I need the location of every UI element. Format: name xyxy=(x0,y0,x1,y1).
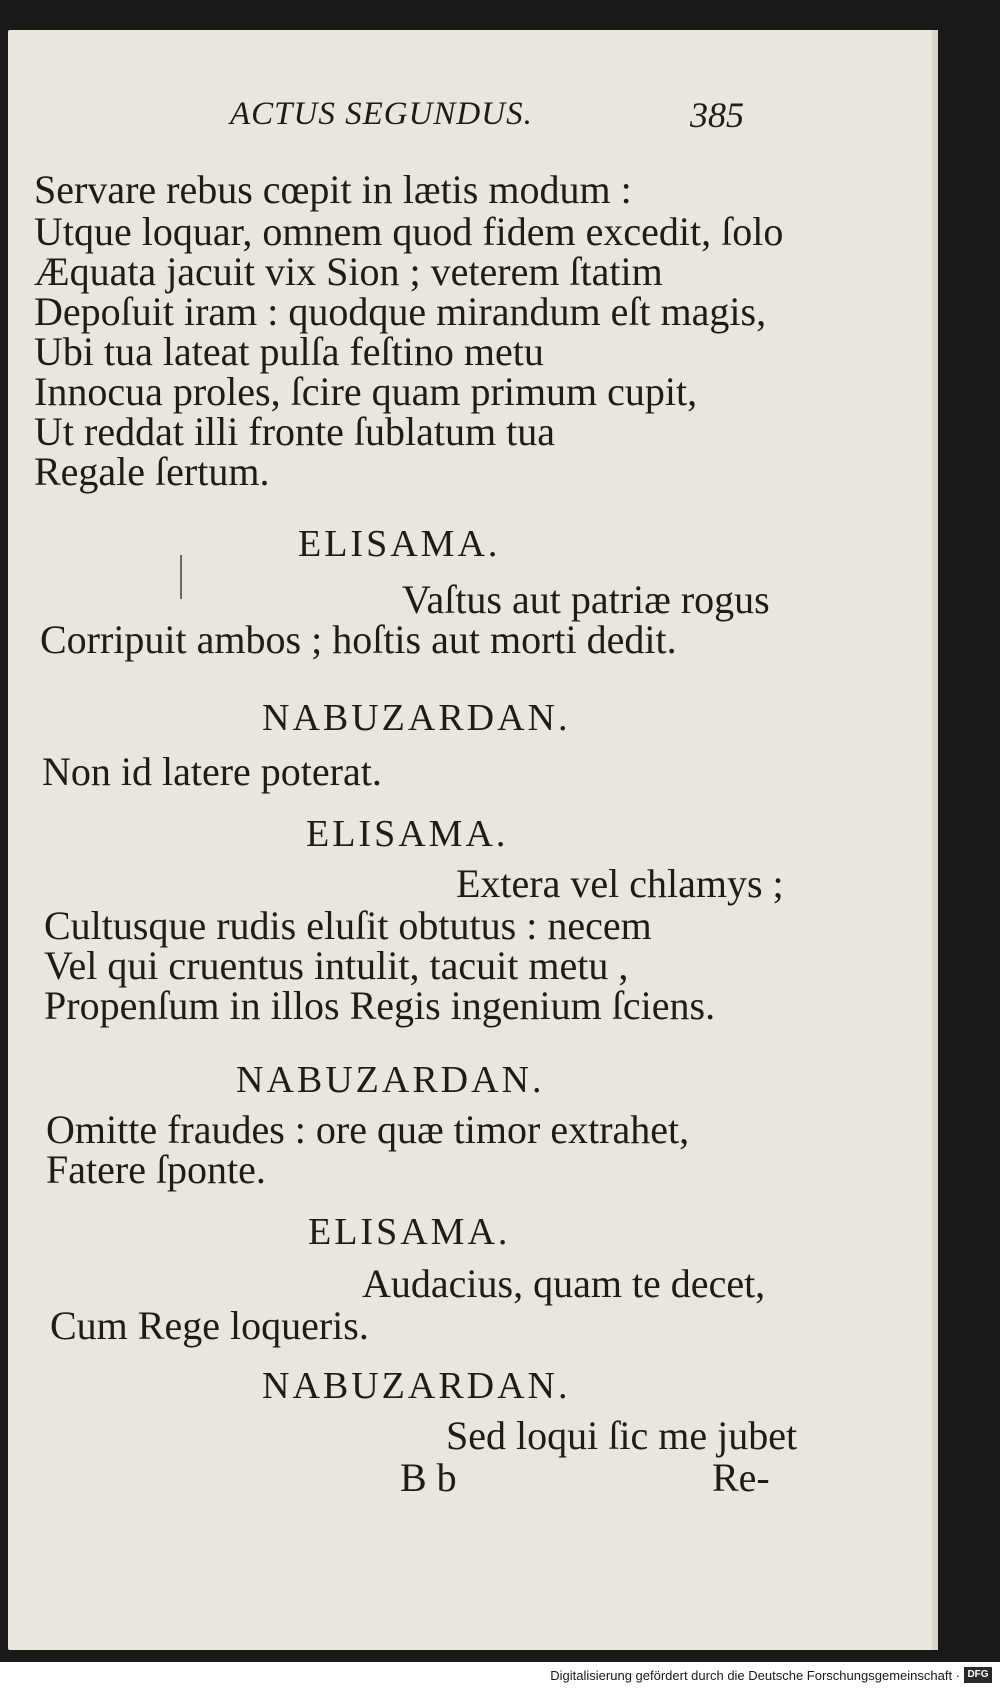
verse-line: Fatere ſponte. xyxy=(46,1147,266,1192)
digitization-footer xyxy=(0,1662,1000,1690)
footer-credit: Digitalisierung gefördert durch die Deutsche Forschungsgemeinschaft · xyxy=(550,1668,960,1683)
page-number: 385 xyxy=(690,95,744,135)
verse-line: Vel qui cruentus intulit, tacuit metu , xyxy=(44,943,629,988)
margin-mark xyxy=(180,555,182,599)
verse-line: Vaſtus aut patriæ rogus xyxy=(402,577,770,622)
verse-line: Ut reddat illi fronte ſublatum tua xyxy=(34,409,555,454)
verse-line: Extera vel chlamys ; xyxy=(456,861,784,906)
verse-line: Servare rebus cœpit in lætis modum : xyxy=(34,167,632,212)
verse-line: Corripuit ambos ; hoſtis aut morti dedit. xyxy=(40,617,677,662)
signature-mark: B b xyxy=(400,1455,457,1500)
verse-line: Depoſuit iram : quodque mirandum eſt magis, xyxy=(34,289,767,334)
verse-line: Cultusque rudis eluſit obtutus : necem xyxy=(44,903,652,948)
verse-line: Audacius, quam te decet, xyxy=(362,1261,766,1306)
speaker-name: NABUZARDAN. xyxy=(262,697,571,739)
speaker-name: ELISAMA. xyxy=(298,523,501,565)
verse-line: Utque loquar, omnem quod fidem excedit, ſolo xyxy=(34,209,784,254)
verse-line: Non id latere poterat. xyxy=(42,749,382,794)
speaker-name: ELISAMA. xyxy=(308,1211,511,1253)
verse-line: Omitte fraudes : ore quæ timor extrahet, xyxy=(46,1107,690,1152)
running-head: ACTUS SEGUNDUS. xyxy=(230,96,533,132)
verse-line: Cum Rege loqueris. xyxy=(50,1303,369,1348)
speaker-name: ELISAMA. xyxy=(306,813,509,855)
catchword: Re- xyxy=(712,1455,770,1500)
verse-line: Regale ſertum. xyxy=(34,449,270,494)
verse-line: Ubi tua lateat pulſa feſtino metu xyxy=(34,329,544,374)
speaker-name: NABUZARDAN. xyxy=(236,1059,545,1101)
verse-line: Innocua proles, ſcire quam primum cupit, xyxy=(34,369,698,414)
verse-line: Propenſum in illos Regis ingenium ſciens. xyxy=(44,983,716,1028)
dfg-logo-icon: DFG xyxy=(964,1667,992,1683)
speaker-name: NABUZARDAN. xyxy=(262,1365,571,1407)
verse-line: Æquata jacuit vix Sion ; veterem ſtatim xyxy=(34,249,663,294)
verse-line: Sed loqui ſic me jubet xyxy=(446,1413,798,1458)
